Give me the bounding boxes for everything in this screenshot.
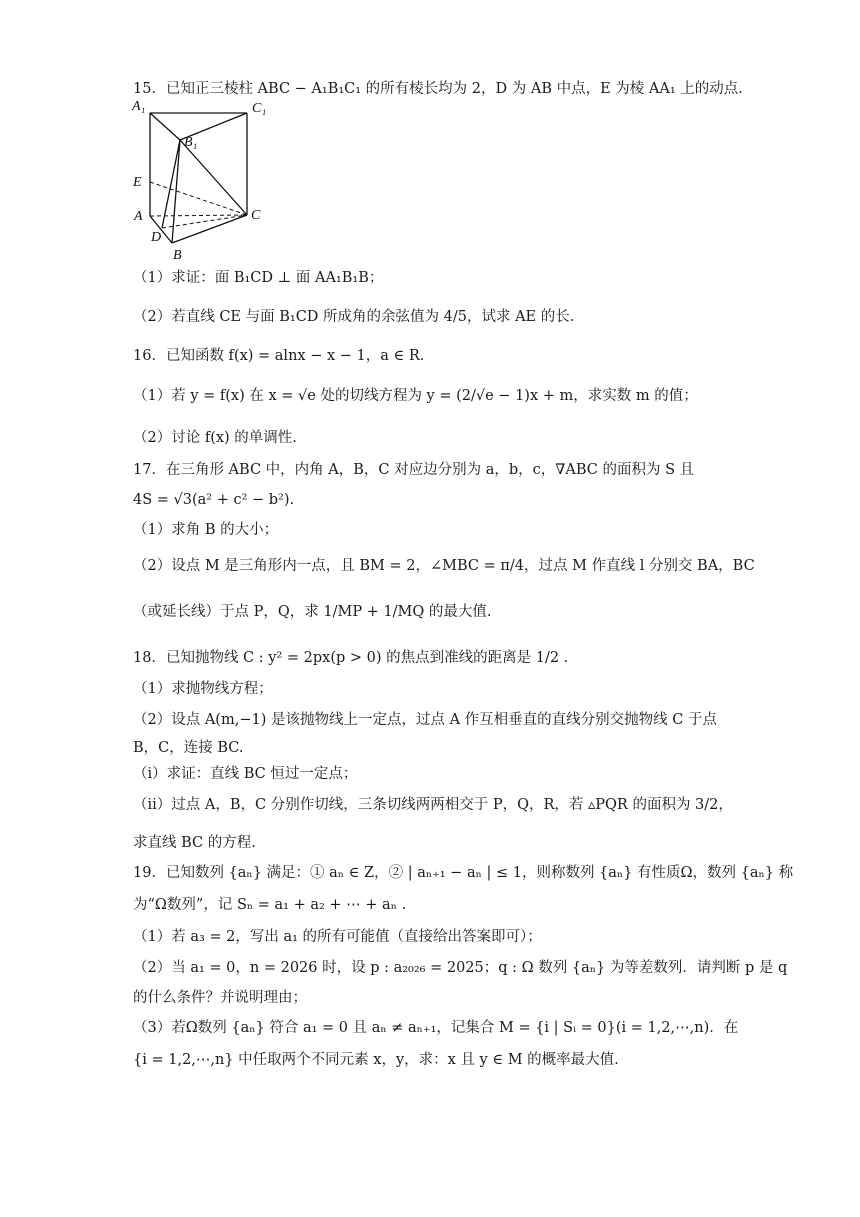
- question-18-part-2-ii-cont: 求直线 BC 的方程.: [133, 835, 256, 851]
- question-18-part-2-ii: （ⅱ）过点 A，B，C 分别作切线，三条切线两两相交于 P，Q，R，若 ▵PQR 的面积为 3/2，: [133, 797, 733, 813]
- question-19-part-1: （1）若 a₃ = 2，写出 a₁ 的所有可能值（直接给出答案即可）；: [133, 929, 542, 945]
- question-19-part-3-cont: {i = 1,2,⋯,n} 中任取两个不同元素 x，y，求：x 且 y ∈ M 的概率最大值.: [133, 1052, 619, 1068]
- question-19-part-2: （2）当 a₁ = 0，n = 2026 时，设 p : a₂₀₂₆ = 2025；q : Ω 数列 {aₙ} 为等差数列．请判断 p 是 q: [133, 960, 788, 976]
- label-A1: A₁: [132, 99, 146, 114]
- question-17-stem-cont: 4S = √3(a² + c² − b²).: [133, 492, 295, 508]
- triangular-prism-figure: [130, 98, 280, 266]
- question-18-part-2-i: （ⅰ）求证：直线 BC 恒过一定点；: [133, 766, 358, 782]
- label-D: D: [151, 230, 162, 245]
- question-17-part-2: （2）设点 M 是三角形内一点，且 BM = 2，∠MBC = π/4，过点 M 作直线 l 分别交 BA，BC: [133, 558, 755, 574]
- question-16-part-2: （2）讨论 f(x) 的单调性.: [133, 430, 297, 446]
- question-17-part-2-cont: （或延长线）于点 P，Q，求 1/MP + 1/MQ 的最大值.: [133, 604, 492, 620]
- label-A: A: [134, 209, 143, 224]
- question-19-part-2-cont: 的什么条件？并说明理由；: [133, 990, 307, 1006]
- edge-D-C: [162, 215, 247, 228]
- question-15-part-2: （2）若直线 CE 与面 B₁CD 所成角的余弦值为 4/5，试求 AE 的长．: [133, 309, 585, 325]
- question-17-stem: 17．在三角形 ABC 中，内角 A，B，C 对应边分别为 a，b，c，∇ABC 的面积为 S 且: [133, 462, 695, 478]
- edge-B1-D: [162, 140, 180, 228]
- edge-B-C: [172, 215, 247, 243]
- question-18-part-1: （1）求抛物线方程；: [133, 681, 273, 697]
- label-B: B: [173, 248, 182, 263]
- edge-B1-C: [180, 140, 247, 215]
- label-E: E: [133, 175, 142, 190]
- question-19-stem: 19．已知数列 {aₙ} 满足：① aₙ ∈ Z，② | aₙ₊₁ − aₙ | ≤ 1，则称数列 {aₙ} 有性质Ω，数列 {aₙ} 称: [133, 865, 794, 881]
- question-16-part-1: （1）若 y = f(x) 在 x = √e 处的切线方程为 y = (2/√e − 1)x + m，求实数 m 的值；: [133, 388, 698, 404]
- question-18-part-2: （2）设点 A(m,−1) 是该抛物线上一定点，过点 A 作互相垂直的直线分别交抛物线 C 于点: [133, 712, 717, 728]
- edge-A1-B1: [150, 113, 180, 140]
- question-19-part-3: （3）若Ω数列 {aₙ} 符合 a₁ = 0 且 aₙ ≠ aₙ₊₁，记集合 M = {i | Sᵢ = 0}(i = 1,2,⋯,n)．在: [133, 1020, 739, 1036]
- question-19-stem-cont: 为“Ω数列”，记 Sₙ = a₁ + a₂ + ⋯ + aₙ .: [133, 897, 407, 913]
- label-C1: C₁: [252, 101, 267, 116]
- question-16-stem: 16．已知函数 f(x) = alnx − x − 1，a ∈ R．: [133, 348, 435, 364]
- question-15-part-1: （1）求证：面 B₁CD ⊥ 面 AA₁B₁B；: [133, 270, 384, 286]
- question-15-stem: 15．已知正三棱柱 ABC − A₁B₁C₁ 的所有棱长均为 2，D 为 AB 中点，E 为棱 AA₁ 上的动点．: [133, 81, 753, 97]
- question-18-part-2-cont: B，C，连接 BC.: [133, 740, 244, 756]
- label-B1: B₁: [184, 135, 198, 150]
- question-18-stem: 18．已知抛物线 C : y² = 2px(p > 0) 的焦点到准线的距离是 1/2 .: [133, 650, 569, 666]
- question-17-part-1: （1）求角 B 的大小；: [133, 522, 279, 538]
- label-C: C: [251, 208, 261, 223]
